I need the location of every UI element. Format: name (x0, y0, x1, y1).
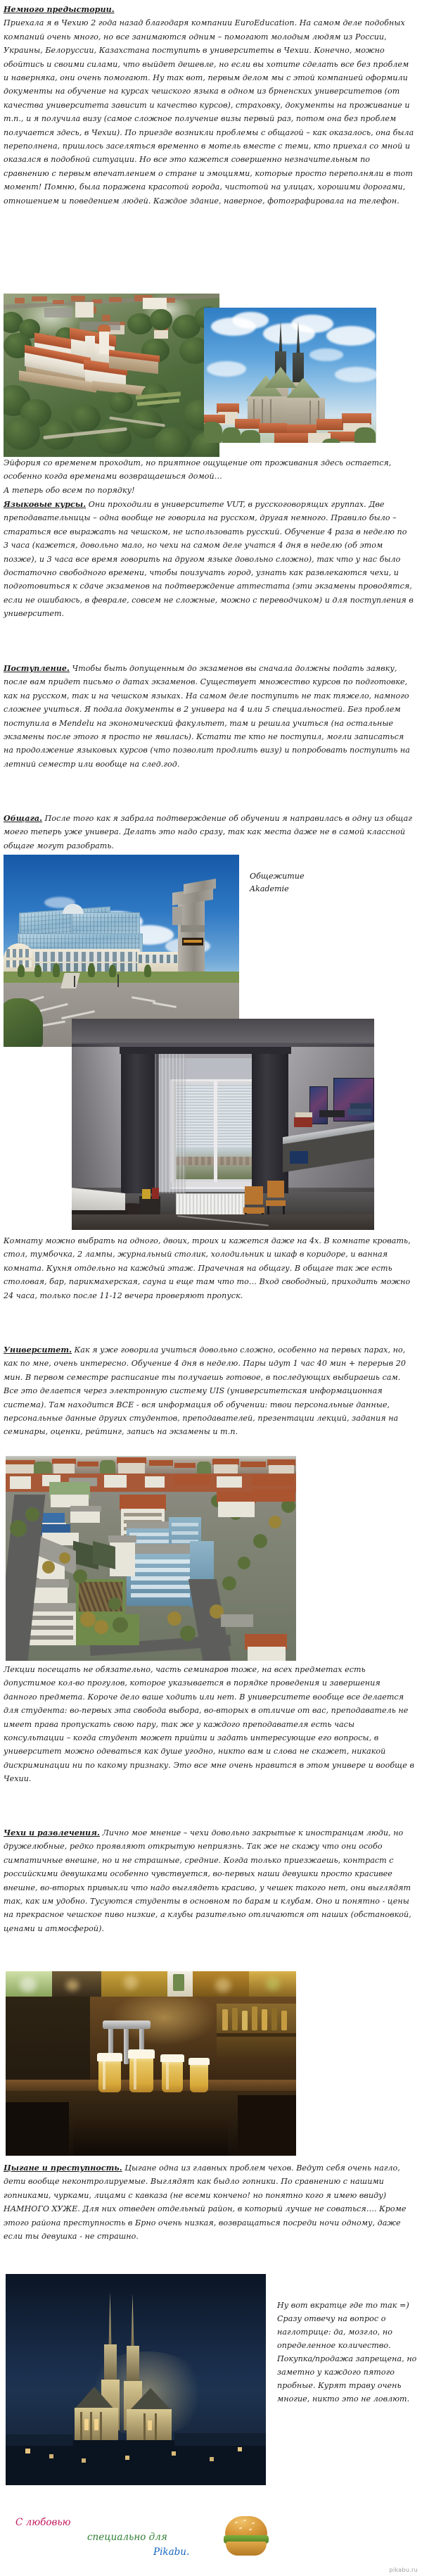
photo-pub-beer (6, 1997, 296, 2156)
section-body-language-courses: Они проходили в университете VUT, в русскоговорящих группах. Две преподавательницы – одна вообще не говорила на русском, другая немного. Правило было – стараться все выражать на чешском, не использовать русский. Обучение 4 раза в неделю по 3 часа (кажется, довольно мало, но чехи на самом деле учатся 4 дня в неделю (об этом позже), и 3 часа все время говорить на другом языке довольно сложно), так что у нас было достаточно свободного времени, чтобы поизучать город, узнать как развлекаются чехи, и подготовиться к сдаче экзаменов на подтверждение аттестата (эти экзамены проводятся, если не ошибаюсь, в феврале, совсем не сложные, можно с переводчиком) и для поступления в университет. (4, 500, 414, 619)
photo-spilberk-castle (4, 294, 219, 457)
dorm-caption-line-2: Akademie (250, 884, 289, 893)
section-closing (277, 2299, 418, 2406)
section-body-lectures: Лекции посещать не обязательно, часть семинаров тоже, на всех предметах есть допустимое кол-во прогулов, которое указывается в порядке проведения и завершения данного предмета. Короче дело ваше ходить или нет. В университете вообще все делается для студента: во-первых эта свобода выбора, во-вторых в отличие от вас, преподаватель не имеет права пропускать свою пару, так же у каждого преподавателя есть часы консультации – когда студент может прийти и задать интересующие его вопросы, в университет можно одеваться как душе угодно, никто вам и слова не скажет, никакой дискриминации ни по какому признаку. Это все мне очень нравится в этом универе и вообще в Чехии. (4, 1665, 414, 1784)
section-body-order: А теперь обо всем по порядку! (4, 486, 135, 495)
section-admission (4, 662, 414, 771)
section-body-dorm: После того как я забрала подтверждение об обучении я направилась в одну из общаг моего теперь уже универа. Делать это надо сразу, так как места даже не в самой классной общаге могут разобрать. (4, 814, 412, 850)
footer-line-love: С любовью (15, 2517, 71, 2528)
section-body-czechs: Лично мое мнение – чехи довольно закрытые к иностранцам люди, но дружелюбные, редко проявляют открытую неприязнь. Так же не скажу что они особо симпатичные внешне, но и не страшные, средние. Когда только приезжаешь, контраст с российскими девушками особенно чувствуется, во-первых наши девушки просто красивее внешне, во-вторых привыкли что надо выглядеть красиво, у чешек такого нет, они выглядят так, как им удобно. Тусуются студенты в основном по барам и клубам. Оно и понятно - цены на прекрасное чешское пиво низкие, а клубы разительно отличаются от наших (обстановкой, ценами и атмосферой). (4, 1828, 411, 1933)
burger-bottom-bun (226, 2542, 267, 2556)
section-heading-admission: Поступление. (4, 664, 70, 673)
section-heading-crime: Цыгане и преступность. (4, 2163, 122, 2173)
section-body-dorm-details: Комнату можно выбрать на одного, двоих, троих и кажется даже на 4х. В комнате кровать, стол, тумбочка, 2 лампы, журнальный столик, холодильник и шкаф в коридоре, и ванная комната. Кухня отдельно на каждый этаж. Прачечная на общагу. В общаге так же есть столовая, бар, парикмахерская, сауна и еще там что то… Вход свободный, приходить можно 24 часа, только после 11-12 вечера проверяют пропуск. (4, 1236, 411, 1300)
burger-icon (224, 2516, 269, 2556)
section-dorm (4, 812, 414, 853)
photo-petrov-cathedral-night (6, 2274, 266, 2485)
section-heading-dorm: Общага. (4, 814, 43, 823)
section-euphoria (4, 456, 414, 484)
footer-line-pikabu: Pikabu. (153, 2546, 190, 2558)
section-crime (4, 2161, 414, 2243)
watermark: pikabu.ru (389, 2567, 418, 2573)
section-dorm-details (4, 1234, 414, 1302)
section-body-admission: Чтобы быть допущенным до экзаменов вы сначала должны подать заявку, после вам придет письмо о датах экзаменов. Существует множество курсов по подготовке, как на русском, так и на чешском языках. На самом деле поступить не так тяжело, намного сложнее учиться. Я подала документы в 2 универа на 4 или 5 специальностей. Без проблем поступила в Mendelu на экономический факультет, там и решила учиться (на остальные экзамены после этого я просто не явилась). Кстати те кто не поступил, могли записаться на продолжение языковых курсов (что позволит продлить визу) и попробовать поступить на летний семестр или вообще на след.год. (4, 664, 410, 769)
photo-dorm-room-interior (72, 1019, 374, 1230)
section-body-intro: Приехала я в Чехию 2 года назад благодаря компании EuroEducation. На самом деле подобных компаний очень много, но все занимаются одним – помогают молодым людям из России, Украины, Белоруссии, Казахстана поступить в университеты в Чехии. Конечно, можно обойтись и своими силами, что выйдет дешевле, но если вы хотите сделать все без проблем и наверняка, они очень помогают. Ну так вот, первым делом мы с этой компанией оформили документы на обучение на курсах чешского языка в одном из брненских университетов (от качества университета зависит и качество курсов), страховку, документы на проживание и т.п., и я получила визу (самое сложное получение визы первый раз, потом она без проблем получается здесь, в Чехии). По приезде возникли проблемы с общагой – как оказалось, она была переполнена, пришлось заселяться временно в мотель вместе с теми, кто приехал со мной и оказался в подобной ситуации. Но все это кажется совершенно незначительным по сравнению с первым впечатлением о стране и эмоциями, которые просто переполняли в тот момент! Помню, была поражена красотой города, чистотой на улицах, хорошими дорогами, отношением и поведением людей. Каждое здание, наверное, фотографировала на телефон. (4, 18, 414, 206)
section-body-university: Как я уже говорила учиться довольно сложно, особенно на первых парах, но, как по мне, очень интересно. Обучение 4 дня в неделю. Пары идут 1 час 40 мин + перерыв 20 мин. В первом семестре расписание ты получаешь готовое, в последующих выбираешь сам. Все это делается через электронную систему UIS (университетская информационная система). Там находится ВСЕ - вся информация об обучении: твои персональные данные, персональные данные других студентов, преподавателей, презентации лекций, задания на семинары, оценки, рейтинг, запись на экзамены и т.п. (4, 1345, 406, 1437)
section-heading-intro: Немного предыстории. (4, 5, 115, 14)
section-university (4, 1343, 414, 1439)
section-lectures (4, 1663, 414, 1786)
section-body-closing: Ну вот вкратце где то так =) Сразу отвечу на вопрос о наглотрице: да, мозгло, но определенное количество. Покупка/продажа запрещена, но заметно у каждого пятого пробные. Курят траву очень многие, никто это не ловлют. (277, 2301, 417, 2404)
section-heading-language-courses: Языковые курсы. (4, 500, 87, 509)
section-language-courses (4, 498, 414, 621)
section-order (4, 484, 414, 497)
section-body-euphoria: Эйфория со временем проходит, но приятное ощущение от проживания здесь остается, особенно когда временами возвращаешься домой… (4, 458, 392, 482)
section-body-crime: Цыгане одна из главных проблем чехов. Ведут себя очень нагло, дети вообще неконтролируемые. Выглядят как быдло гопники. По сравнению с нашими гопниками, чурками, лицами с кавказа (не всеми кончено! но понятно кого я имею ввиду) НАМНОГО ХУЖЕ. Для них отведен отдельный район, в который лучше не соваться…. Кроме этого района преступность в Брно очень низкая, возвращаться посреди ночи одному, даже если ты девушка - не страшно. (4, 2163, 407, 2242)
dorm-caption (250, 870, 376, 896)
photo-petrov-cathedral (204, 308, 376, 443)
section-heading-university: Университет. (4, 1345, 72, 1355)
section-heading-czechs: Чехи и развлечения. (4, 1828, 100, 1837)
photo-mendelu-campus (6, 1474, 296, 1661)
section-intro (4, 3, 414, 208)
footer-line-specially-for: специально для (87, 2532, 167, 2543)
dorm-caption-line-1: Общежитие (250, 872, 305, 881)
burger-top-bun (225, 2516, 267, 2537)
section-czechs (4, 1826, 414, 1935)
